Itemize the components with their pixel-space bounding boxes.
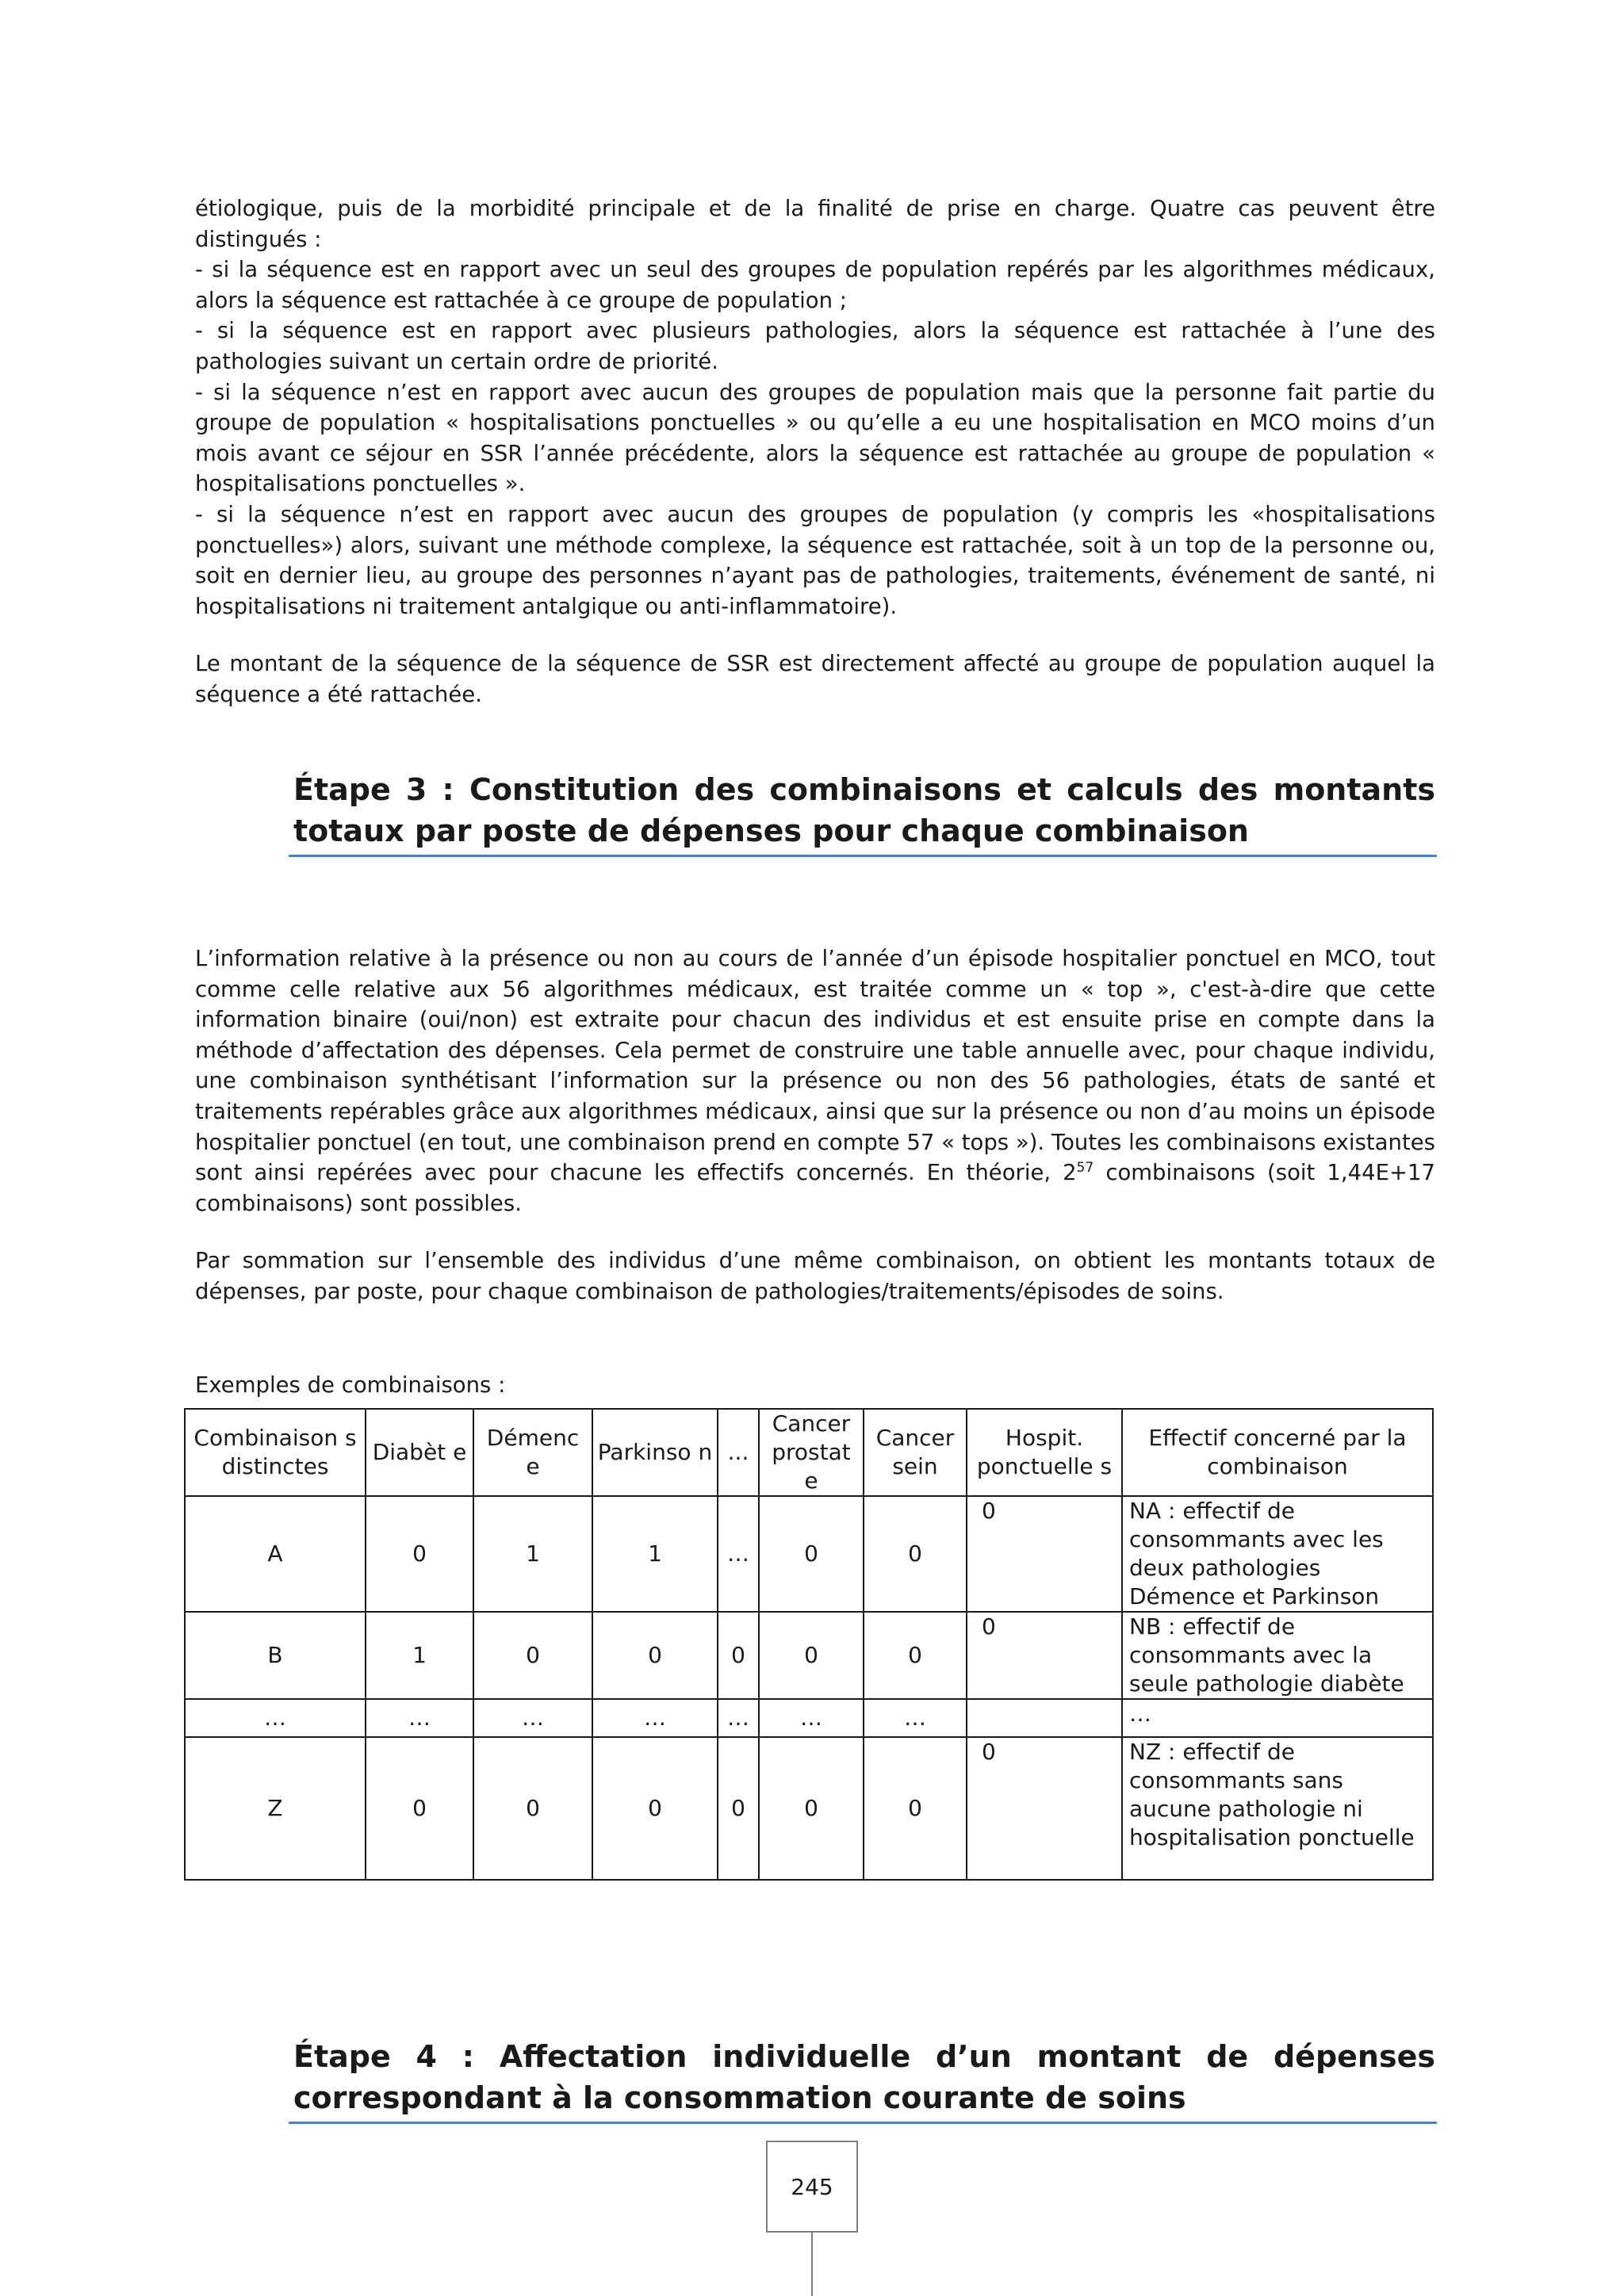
heading-underline <box>289 855 1437 857</box>
table-cell: 1 <box>366 1612 473 1699</box>
column-header: ... <box>718 1409 759 1496</box>
table-row <box>185 1737 1433 1880</box>
column-header: Démenc e <box>473 1409 592 1496</box>
paragraph-text: combinaisons (soit 1,44E+17 combinaisons) sont possibles. <box>195 1160 1435 1216</box>
table-header-row <box>185 1409 1433 1496</box>
intro-text-block <box>195 193 1435 710</box>
table-row <box>185 1699 1433 1737</box>
page-number-stem <box>811 2233 813 2296</box>
list-item: - si la séquence n’est en rapport avec aucun des groupes de population mais que la personne fait partie du groupe de population « hospitalisations ponctuelles » ou qu’elle a eu une hospitalisation en MCO moins d’un mois avant ce séjour en SSR l’année précédente, alors la séquence est rattachée au groupe de population « hospitalisations ponctuelles ». <box>195 379 1435 497</box>
table-cell: 0 <box>864 1737 967 1880</box>
table-cell: … <box>366 1699 473 1737</box>
column-header: Hospit. ponctuelle s <box>967 1409 1122 1496</box>
table-cell: … <box>864 1699 967 1737</box>
table-cell: 0 <box>864 1612 967 1699</box>
page-number: 245 <box>766 2141 858 2233</box>
section-heading-step-4: Étape 4 : Affectation individuelle d’un montant de dépenses correspondant à la consommation courante de soins <box>293 2039 1435 2115</box>
table-cell: 0 <box>473 1612 592 1699</box>
exponent: 57 <box>1076 1160 1094 1176</box>
table-cell: 0 <box>592 1737 718 1880</box>
table-cell: … <box>473 1699 592 1737</box>
table-cell: 0 <box>864 1496 967 1612</box>
table-cell: … <box>592 1699 718 1737</box>
column-header: Parkinso n <box>592 1409 718 1496</box>
column-header: Diabèt e <box>366 1409 473 1496</box>
column-header: Cancer sein <box>864 1409 967 1496</box>
table-cell: 1 <box>473 1496 592 1612</box>
table-cell: … <box>759 1699 864 1737</box>
section-heading-step-3: Étape 3 : Constitution des combinaisons et calculs des montants totaux par poste de dépenses pour chaque combinaison <box>293 772 1435 848</box>
table-cell <box>967 1699 1122 1737</box>
table-cell: A <box>185 1496 366 1612</box>
column-header: Effectif concerné par la combinaison <box>1122 1409 1433 1496</box>
table-cell: … <box>718 1496 759 1612</box>
table-cell: … <box>1122 1699 1433 1737</box>
table-cell: … <box>718 1699 759 1737</box>
table-cell: … <box>185 1699 366 1737</box>
table-cell: 0 <box>718 1737 759 1880</box>
table-cell: B <box>185 1612 366 1699</box>
combinations-table <box>184 1408 1434 1881</box>
table-cell: 0 <box>967 1737 1122 1880</box>
table-cell: 0 <box>366 1496 473 1612</box>
heading-underline <box>289 2122 1437 2124</box>
list-item: - si la séquence n’est en rapport avec aucun des groupes de population (y compris les «hospitalisations ponctuelles») alors, suivant une méthode complexe, la séquence est rattachée, soit à un top de la personne ou, soit en dernier lieu, au groupe des personnes n’ayant pas de pathologies, traitements, événement de santé, ni hospitalisations ni traitement antalgique ou anti-inflammatoire). <box>195 501 1435 619</box>
table-cell: NB : effectif de consommants avec la seule pathologie diabète <box>1122 1612 1433 1699</box>
combination-text-block <box>195 943 1435 1307</box>
table-cell: 0 <box>759 1737 864 1880</box>
table-cell: 0 <box>759 1496 864 1612</box>
list-item: - si la séquence est en rapport avec un seul des groupes de population repérés par les algorithmes médicaux, alors la séquence est rattachée à ce groupe de population ; <box>195 257 1435 313</box>
paragraph: Par sommation sur l’ensemble des individus d’une même combinaison, on obtient les montants totaux de dépenses, par poste, pour chaque combinaison de pathologies/traitements/épisodes de soins. <box>195 1248 1435 1304</box>
table-cell: 0 <box>718 1612 759 1699</box>
table-cell: NA : effectif de consommants avec les deux pathologies Démence et Parkinson <box>1122 1496 1433 1612</box>
paragraph: Le montant de la séquence de la séquence de SSR est directement affecté au groupe de population auquel la séquence a été rattachée. <box>195 651 1435 707</box>
table-cell: 1 <box>592 1496 718 1612</box>
paragraph <box>195 943 1435 1219</box>
table-cell: NZ : effectif de consommants sans aucune pathologie ni hospitalisation ponctuelle <box>1122 1737 1433 1880</box>
table-cell: Z <box>185 1737 366 1880</box>
table-cell: 0 <box>967 1496 1122 1612</box>
paragraph: étiologique, puis de la morbidité principale et de la finalité de prise en charge. Quatre cas peuvent être distingués : <box>195 196 1435 252</box>
table-cell: 0 <box>366 1737 473 1880</box>
table-cell: 0 <box>967 1612 1122 1699</box>
column-header: Cancer prostat e <box>759 1409 864 1496</box>
list-item: - si la séquence est en rapport avec plusieurs pathologies, alors la séquence est rattachée à l’une des pathologies suivant un certain ordre de priorité. <box>195 318 1435 374</box>
paragraph-text: L’information relative à la présence ou non au cours de l’année d’un épisode hospitalier ponctuel en MCO, tout comme celle relative aux 56 algorithmes médicaux, est traitée comme un « top », c'est-à-dire que cette information binaire (oui/non) est extraite pour chacun des individus et est ensuite prise en compte dans la méthode d’affectation des dépenses. Cela permet de construire une table annuelle avec, pour chaque individu, une combinaison synthétisant l’information sur la présence ou non des 56 pathologies, états de santé et traitements repérables grâce aux algorithmes médicaux, ainsi que sur la présence ou non d’au moins un épisode hospitalier ponctuel (en tout, une combinaison prend en compte 57 « tops »). Toutes les combinaisons existantes sont ainsi repérées avec pour chacune les effectifs concernés. En théorie, 2 <box>195 946 1435 1186</box>
table-cell: 0 <box>473 1737 592 1880</box>
examples-label: Exemples de combinaisons : <box>195 1372 506 1398</box>
column-header: Combinaison s distinctes <box>185 1409 366 1496</box>
table-row <box>185 1496 1433 1612</box>
table-cell: 0 <box>592 1612 718 1699</box>
table-cell: 0 <box>759 1612 864 1699</box>
table-row <box>185 1612 1433 1699</box>
